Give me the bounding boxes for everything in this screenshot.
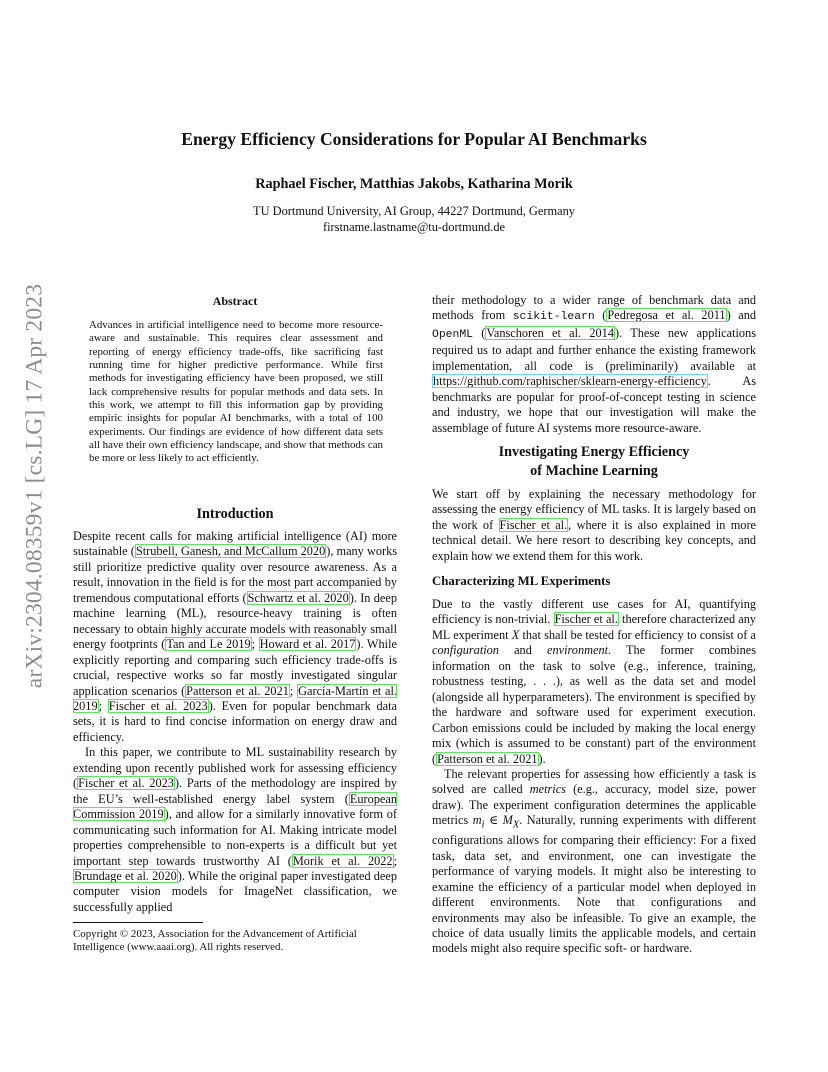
citation-link[interactable]: Fischer et al. 2023 [78, 776, 174, 791]
citation-link[interactable]: Fischer et al. [554, 612, 618, 627]
citation-link[interactable]: Patterson et al. 2021 [437, 751, 538, 766]
characterizing-paragraph-1: Due to the vastly different use cases for AI, quantifying efficiency is non-trivial. Fischer et al. therefore characterized any ML experiment X that shall be tested for efficiency to consist of a configuration and environment. The former combines information on the task to solve (e.g., inference, training, robustness testing, . . .), as well as the data set and model (alongside all hyperparameters). The environment is specified by the hardware and software used for experiment execution. Carbon emissions could be included by making the local energy mix (which is assumed to be constant) part of the environment (Patterson et al. 2021). [432, 597, 757, 766]
math-variable: M [502, 813, 513, 828]
openml-code: OpenML [432, 328, 474, 341]
abstract-heading: Abstract [212, 294, 258, 308]
citation-link[interactable]: Howard et al. 2017 [259, 637, 356, 652]
citation-link[interactable]: Fischer et al. 2023 [108, 698, 208, 713]
right-intro-paragraph: their methodology to a wider range of benchmark data and methods from scikit-learn (Pedregosa et al. 2011) and OpenML (Vanschoren et al. 2014). These new applications required us to adapt and further enhance the existing framework implementation, all code is (preliminarily) available at https://github.com/raphischer/sklearn-energy-efficiency. As benchmarks are popular for proof-of-concept testing in science and industry, we hope that our investigation will make the assemblage of future AI systems more resource-aware. [432, 293, 757, 435]
arxiv-identifier: arXiv:2304.08359v1 [cs.LG] 17 Apr 2023 [21, 283, 48, 689]
author-email: firstname.lastname@tu-dortmund.de [322, 220, 506, 234]
citation-link[interactable]: García-Martín et al. 2019 [73, 683, 397, 713]
introduction-heading: Introduction [196, 506, 274, 522]
characterizing-body [432, 597, 756, 957]
copyright-footnote: Copyright © 2023, Association for the Advancement of Artificial Intelligence (www.aaai.org). All rights reserved. [73, 928, 357, 954]
introduction-body [73, 529, 397, 915]
author-list: Raphael Fischer, Matthias Jakobs, Katharina Morik [255, 176, 573, 192]
scikit-learn-code: scikit-learn [512, 311, 595, 324]
affiliation: TU Dortmund University, AI Group, 44227 Dortmund, Germany [253, 204, 575, 218]
math-variable: m [472, 813, 482, 828]
characterizing-paragraph-2: The relevant properties for assessing how efficiently a task is solved are called metrics (e.g., accuracy, model size, power draw). The experiment configuration determines the applicable metrics $m_i$ ∈ $M_X$. Naturally, running experiments with different configurations allows for comparing their efficiency: For a fixed task, data set, and environment, one can investigate the performance of varying models. It might also be interesting to examine the efficiency of a particular model when deployed in different environments. Note that configurations and environments may also be infeasible. To give an example, the choice of data usually limits the applicable models, and certain models might also require specific soft- or hardware. [432, 766, 756, 956]
investigating-body: We start off by explaining the necessary methodology for assessing the energy efficiency of ML tasks. It is largely based on the work of Fischer et al., where it is also explained in more technical detail. We here resort to describing key concepts, and explain how we extend them for this work. [432, 487, 757, 563]
citation-link[interactable]: Tan and Le 2019 [166, 637, 251, 652]
investigating-heading: Investigating Energy Efficiency of Machine Learning [498, 444, 690, 479]
introduction-paragraph-2: In this paper, we contribute to ML sustainability research by extending upon recently published work for assessing efficiency (Fischer et al. 2023). Parts of the methodology are inspired by the EU’s well-established energy label system (European Commission 2019), and allow for a similarly innovative form of communicating such information for AI. Making intricate model properties comprehensible to non-experts is a difficult but yet important step towards trustworthy AI (Morik et al. 2022; Brundage et al. 2020). While the original paper investigated deep computer vision models for ImageNet classification, we successfully applied [73, 745, 398, 914]
affiliation-block [0, 203, 828, 235]
citation-link[interactable]: Brundage et al. 2020 [74, 868, 177, 883]
citation-link[interactable]: Schwartz et al. 2020 [247, 590, 349, 605]
github-url-link[interactable]: https://github.com/raphischer/sklearn-energy-efficiency [433, 374, 707, 389]
citation-link[interactable]: Patterson et al. 2021 [186, 683, 289, 698]
citation-link[interactable]: Strubell, Ganesh, and McCallum 2020 [135, 544, 326, 559]
arxiv-sidebar [18, 283, 52, 689]
math-variable: X [511, 627, 520, 642]
citation-link[interactable]: Morik et al. 2022 [292, 853, 393, 868]
footnote-rule [73, 922, 203, 923]
paper-title: Energy Efficiency Considerations for Popular AI Benchmarks [181, 129, 647, 149]
citation-link[interactable]: Fischer et al. [499, 517, 568, 532]
citation-link[interactable]: European Commission 2019 [73, 791, 397, 822]
citation-link[interactable]: Vanschoren et al. 2014 [486, 325, 614, 340]
introduction-paragraph-1: Despite recent calls for making artificial intelligence (AI) more sustainable (Strubell, Ganesh, and McCallum 2020), many works still prioritize predictive quality over resource awareness. As a result, innovation in the field is for the most part accompanied by tremendous computational efforts (Schwartz et al. 2020). In deep machine learning (ML), resource-heavy training is often necessary to obtain highly accurate models with reasonably small energy footprints (Tan and Le 2019; Howard et al. 2017). While explicitly reporting and comparing such efficiency trade-offs is crucial, respective works so far mostly investigated singular application scenarios (Patterson et al. 2021; García-Martín et al. 2019; Fischer et al. 2023). Even for popular benchmark data sets, it is hard to find concise information on energy draw and efficiency. [73, 529, 398, 744]
abstract-text: Advances in artificial intelligence need to become more resource-aware and sustainable. This requires clear assessment and reporting of energy efficiency trade-offs, like sacrificing fast running time for higher predictive performance. While first methods for investigating efficiency have been proposed, we still lack comprehensive results for popular methods and data sets. In this work, we attempt to fill this information gap by providing empiric insights for popular AI benchmarks, with a total of 100 experiments. Our findings are evidence of how different data sets all have their own efficiency landscape, and show that methods can be more or less likely to act efficiently. [89, 319, 383, 465]
characterizing-heading: Characterizing ML Experiments [432, 574, 611, 588]
citation-link[interactable]: Pedregosa et al. 2011 [607, 308, 726, 323]
